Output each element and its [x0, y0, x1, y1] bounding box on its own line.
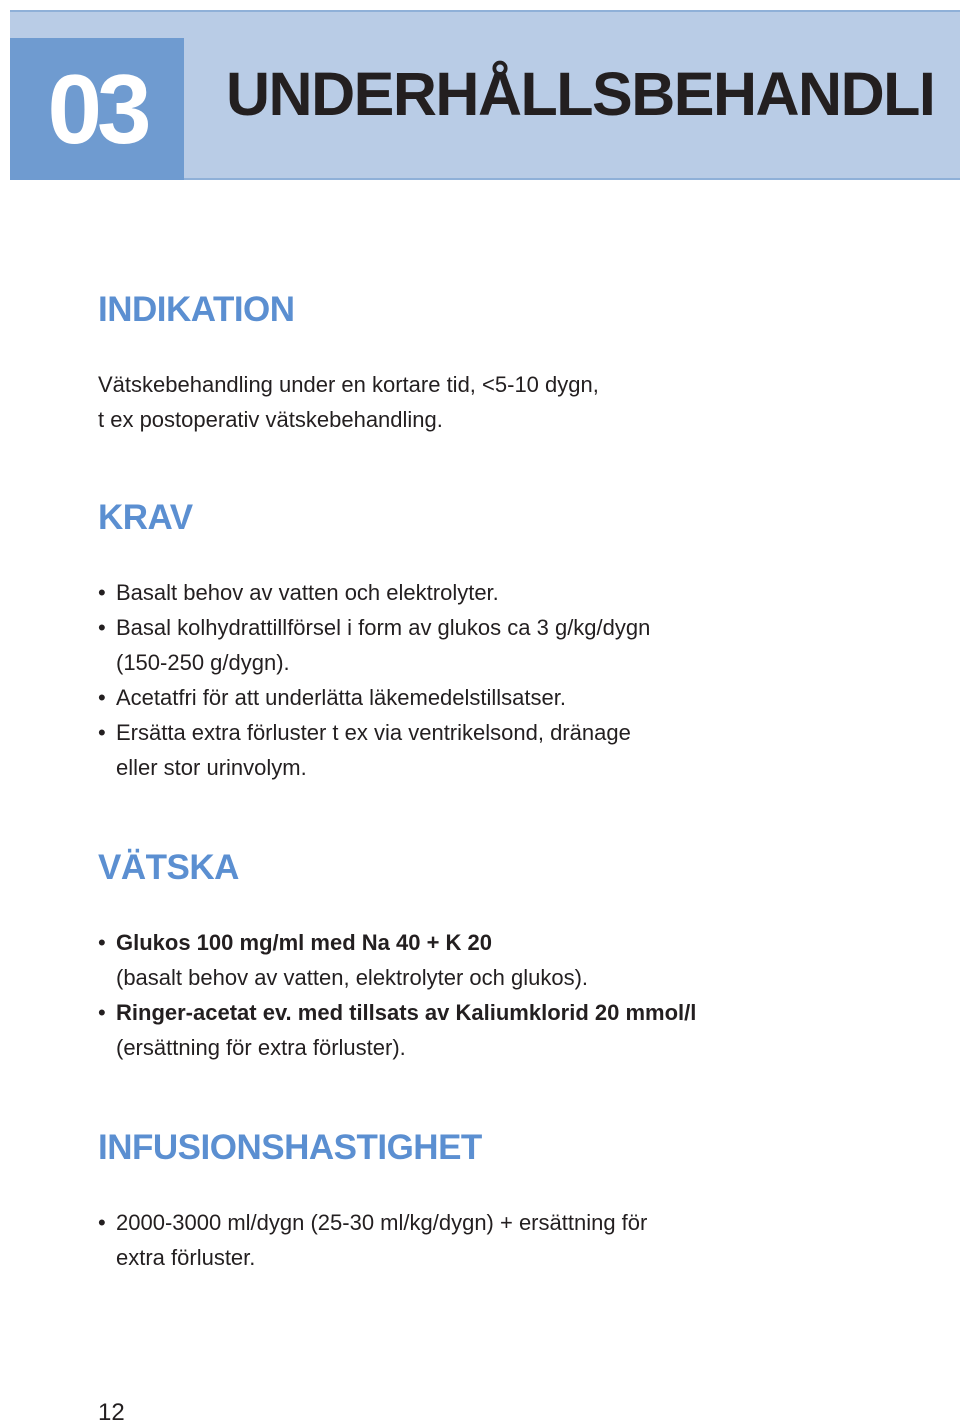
chapter-number-box — [10, 38, 184, 180]
bullet-icon: • — [98, 930, 106, 955]
list-item — [98, 610, 898, 680]
section-heading: KRAV — [98, 498, 193, 537]
bullet-icon: • — [98, 1000, 106, 1025]
list-item-text: (150-250 g/dygn). — [116, 650, 290, 675]
list-item — [98, 995, 898, 1065]
section-krav — [98, 498, 898, 785]
section-infusionshastighet — [98, 1128, 898, 1275]
list-item-text: Ersätta extra förluster t ex via ventrikelsond, dränage — [116, 720, 631, 745]
section-heading: INDIKATION — [98, 290, 295, 329]
section-heading: INFUSIONSHASTIGHET — [98, 1128, 482, 1167]
bullet-icon: • — [98, 685, 106, 710]
bullet-icon: • — [98, 1210, 106, 1235]
krav-list — [98, 575, 898, 785]
bullet-icon: • — [98, 580, 106, 605]
list-item-text: Basal kolhydrattillförsel i form av glukos ca 3 g/kg/dygn — [116, 615, 651, 640]
chapter-number: 03 — [47, 54, 147, 164]
list-item — [98, 925, 898, 995]
infusion-list — [98, 1205, 898, 1275]
list-item — [98, 715, 898, 785]
list-item — [98, 575, 898, 610]
indikation-text — [98, 367, 898, 437]
header-top-rule — [10, 10, 960, 12]
list-item-text: Basalt behov av vatten och elektrolyter. — [116, 580, 499, 605]
section-vatska — [98, 848, 898, 1065]
list-item — [98, 680, 898, 715]
fluid-name: Ringer-acetat ev. med tillsats av Kaliumklorid 20 mmol/l — [116, 1000, 697, 1025]
list-item — [98, 1205, 898, 1275]
fluid-name: Glukos 100 mg/ml med Na 40 + K 20 — [116, 930, 492, 955]
list-item-text: 2000-3000 ml/dygn (25-30 ml/kg/dygn) + ersättning för — [116, 1210, 648, 1235]
list-item-text: eller stor urinvolym. — [116, 755, 307, 780]
list-item-text: extra förluster. — [116, 1245, 256, 1270]
list-item-text: Acetatfri för att underlätta läkemedelstillsatser. — [116, 685, 566, 710]
indikation-line: Vätskebehandling under en kortare tid, <5-10 dygn, — [98, 372, 599, 397]
page-number: 12 — [98, 1399, 125, 1426]
section-indikation — [98, 290, 898, 437]
bullet-icon: • — [98, 615, 106, 640]
indikation-line: t ex postoperativ vätskebehandling. — [98, 407, 443, 432]
section-heading: VÄTSKA — [98, 848, 239, 887]
fluid-description: (basalt behov av vatten, elektrolyter och glukos). — [116, 965, 589, 990]
vatska-list — [98, 925, 898, 1065]
bullet-icon: • — [98, 720, 106, 745]
chapter-title: UNDERHÅLLSBEHANDLI — [226, 60, 935, 128]
fluid-description: (ersättning för extra förluster). — [116, 1035, 406, 1060]
